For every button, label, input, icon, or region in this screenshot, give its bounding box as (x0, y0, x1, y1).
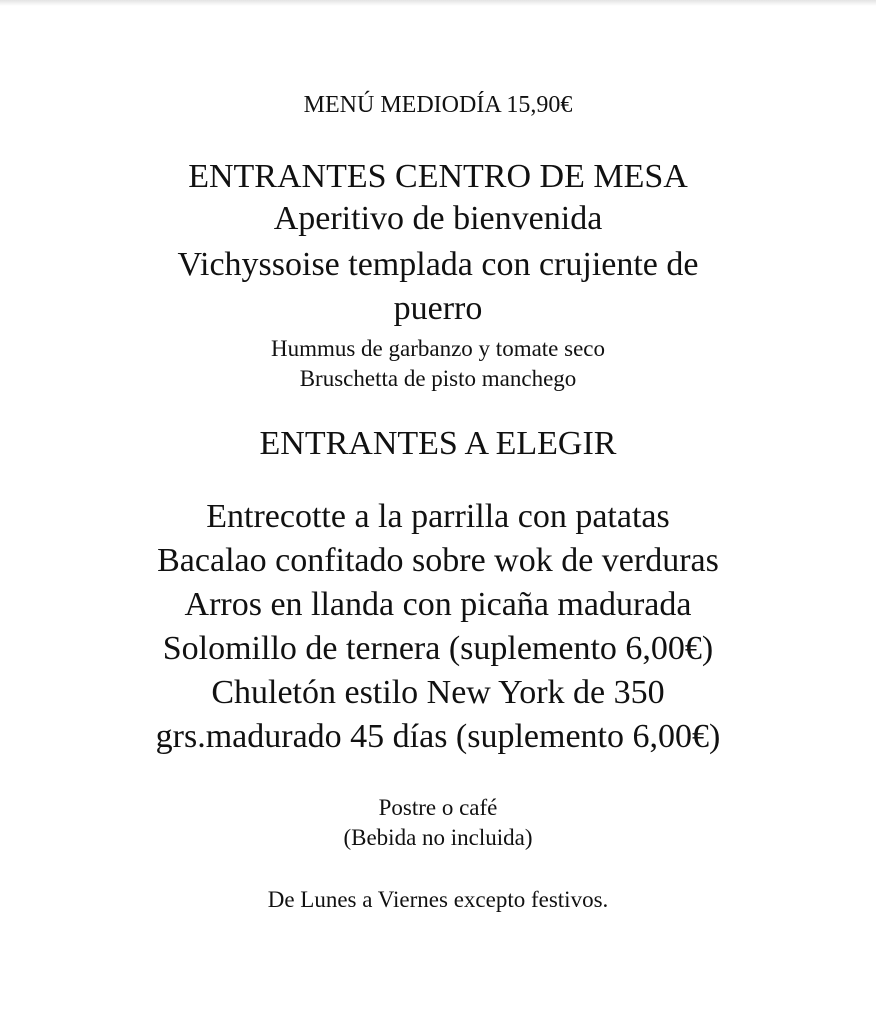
menu-item-small: Bruschetta de pisto manchego (299, 366, 577, 391)
menu-item: grs.madurado 45 días (suplemento 6,00€) (155, 718, 721, 755)
menu-item: puerro (393, 290, 483, 327)
menu-item: Chuletón estilo New York de 350 (211, 674, 665, 711)
menu-item: Arros en llanda con picaña madurada (184, 586, 692, 623)
menu-item: Entrecotte a la parrilla con patatas (206, 498, 670, 535)
menu-item: Bacalao confitado sobre wok de verduras (157, 542, 719, 579)
dessert-line: Postre o café (378, 795, 498, 820)
menu-item: Aperitivo de bienvenida (273, 200, 603, 237)
menu-title: MENÚ MEDIODÍA 15,90€ (303, 92, 573, 118)
section-heading-a-elegir: ENTRANTES A ELEGIR (259, 425, 617, 462)
menu-item: Solomillo de ternera (suplemento 6,00€) (162, 630, 714, 667)
menu-item: Vichyssoise templada con crujiente de (177, 246, 699, 283)
schedule-note: De Lunes a Viernes excepto festivos. (267, 887, 609, 912)
menu-item-small: Hummus de garbanzo y tomate seco (270, 336, 606, 361)
section-heading-centro-de-mesa: ENTRANTES CENTRO DE MESA (188, 158, 688, 195)
drinks-note: (Bebida no incluida) (343, 825, 533, 850)
